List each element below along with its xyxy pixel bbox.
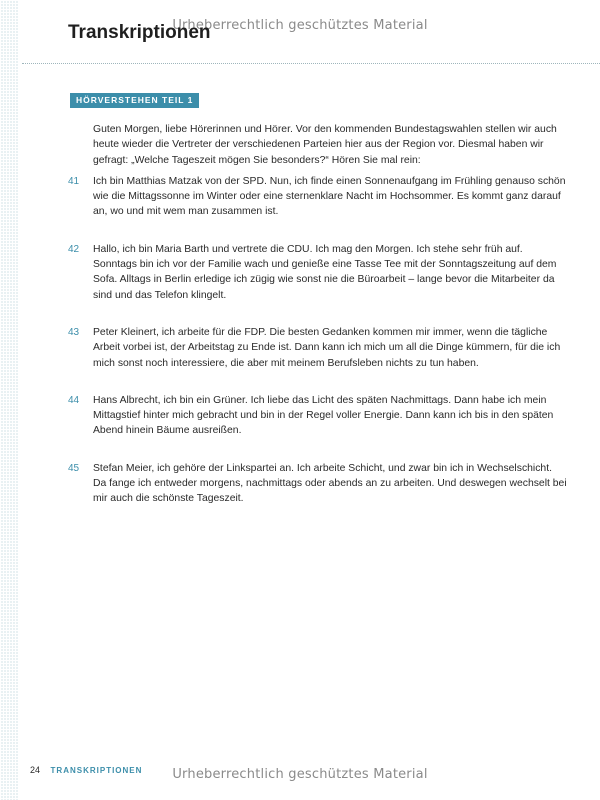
page-number: 24 — [30, 765, 41, 775]
section-badge: HÖRVERSTEHEN TEIL 1 — [70, 93, 199, 108]
item-text: Peter Kleinert, ich arbeite für die FDP. Die besten Gedanken kommen mir immer, wenn die tägliche Arbeit vorbei ist, der Arbeitstag zu Ende ist. Dann kann ich mich um all die Dinge kümmern, für die ich mich sonst noch interessiere, die aber mit meinem Berufsleben nichts zu tun haben. — [93, 326, 561, 369]
item-text: Ich bin Matthias Matzak von der SPD. Nun, ich finde einen Sonnenaufgang im Frühling genauso schön wie die Mittagssonne im Winter oder eine sternenklare Nacht im Hochsommer. Es kommt ganz darauf an, wo und mit wem man zusammen ist. — [93, 175, 566, 218]
item-text: Hans Albrecht, ich bin ein Grüner. Ich liebe das Licht des späten Nachmittags. Dann habe ich mein Mittagstief hinter mich gebracht und bin in der Regel voller Energie. Dann kann ich bis in den späten Abend hinein Bäume ausreißen. — [93, 394, 554, 437]
watermark-bottom: Urheberrechtlich geschütztes Material — [172, 767, 428, 782]
transcript-item — [68, 393, 568, 439]
watermark-top: Urheberrechtlich geschütztes Material — [172, 18, 428, 33]
transcript-item — [68, 174, 568, 220]
title-divider — [22, 63, 600, 64]
item-number: 45 — [68, 462, 80, 474]
intro-paragraph: Guten Morgen, liebe Hörerinnen und Hörer. Vor den kommenden Bundestagswahlen stellen wir auch heute wieder die Vertreter der verschiedenen Parteien hier aus der Region vor. Diesmal haben wir gefragt: „Welche Tageszeit mögen Sie besonders?“ Hören Sie mal rein: — [93, 124, 557, 166]
item-number: 42 — [68, 243, 80, 255]
footer-section-label: TRANSKRIPTIONEN — [50, 766, 143, 775]
transcript-item — [68, 461, 568, 507]
item-number: 43 — [68, 326, 80, 338]
transcript-body — [68, 122, 568, 529]
transcript-item — [68, 325, 568, 371]
transcript-item — [68, 242, 568, 303]
item-number: 44 — [68, 394, 80, 406]
item-text: Hallo, ich bin Maria Barth und vertrete die CDU. Ich mag den Morgen. Ich stehe sehr früh auf. Sonntags bin ich vor der Familie wach und genieße eine Tasse Tee mit der Sonntagszeitung auf dem Sofa. Alltags in Berlin erledige ich zügig wie sonst nie die Büroarbeit – lange bevor die Mitarbeiter da sind und das Telefon klingelt. — [93, 243, 557, 301]
page-title: Transkriptionen — [68, 22, 211, 43]
item-text: Stefan Meier, ich gehöre der Linkspartei an. Ich arbeite Schicht, und zwar bin ich in Wechselschicht. Da fange ich entweder morgens, nachmittags oder abends an zu arbeiten. Und deswegen wechselt bei mir auch die schönste Tageszeit. — [93, 462, 567, 505]
item-number: 41 — [68, 175, 80, 187]
side-pattern-strip — [0, 0, 18, 800]
